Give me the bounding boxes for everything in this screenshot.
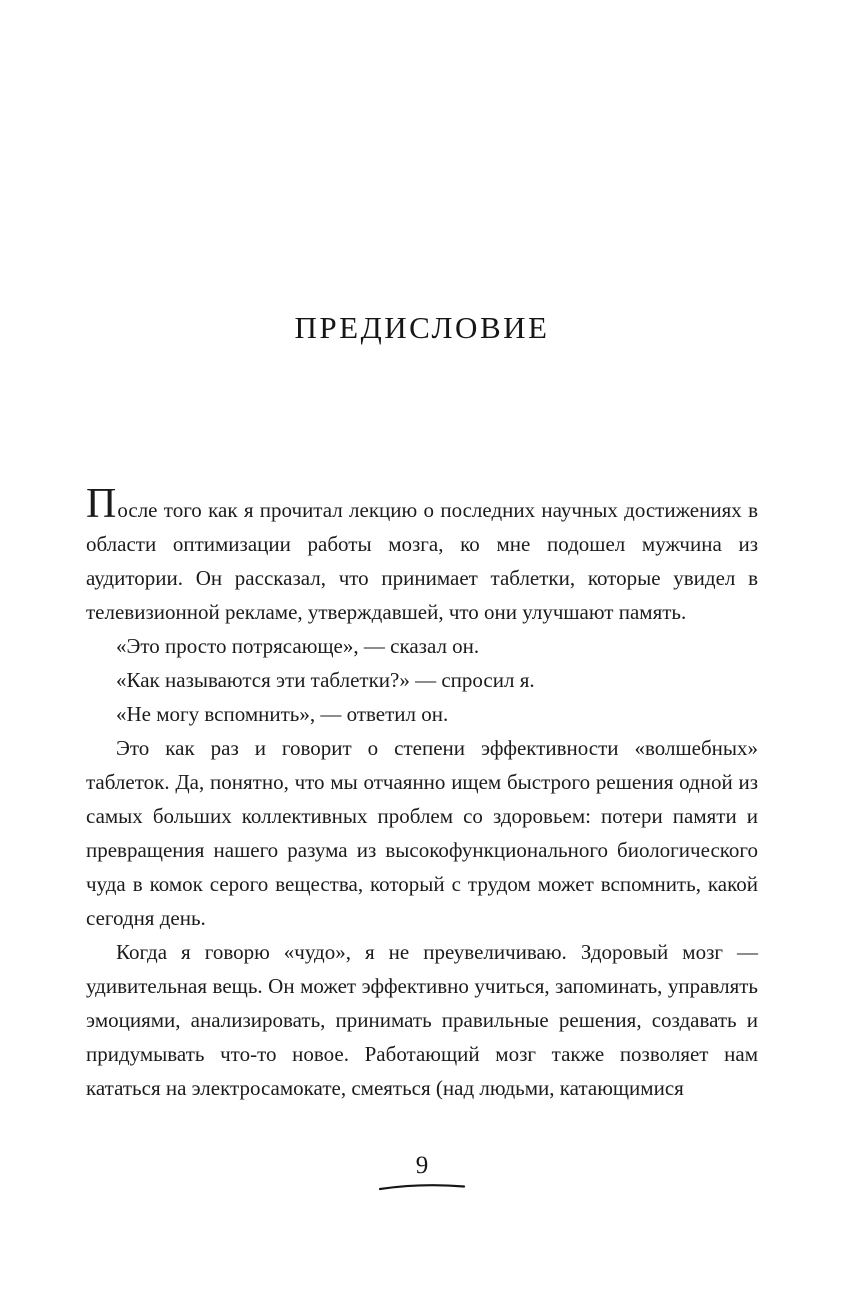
page-number-underline: [378, 1182, 466, 1192]
dialogue-line: «Как называются эти таблетки?» — спросил я.: [116, 667, 535, 692]
body-text-block: [86, 480, 758, 1105]
page-footer: [0, 1152, 844, 1192]
paragraph-opening-text: осле того как я прочитал лекцию о последних научных достижениях в области оптимизации работы мозга, ко мне подошел мужчина из аудитории. Он рассказал, что принимает таблетки, которые увидел в телевизионной рекламе, утверждавшей, что они улучшают память.: [86, 497, 758, 624]
paragraph: Это как раз и говорит о степени эффективности «волшебных» таблеток. Да, понятно, что мы отчаянно ищем быстрого решения одной из самых больших коллективных проблем со здоровьем: потери памяти и превращения нашего разума из высокофункционального биологического чуда в комок серого вещества, который с трудом может вспомнить, какой сегодня день.: [86, 735, 758, 930]
dialogue-line: «Это просто потрясающе», — сказал он.: [116, 633, 480, 658]
page-number: 9: [415, 1152, 429, 1179]
paragraph-opening: [86, 480, 758, 629]
paragraph: Когда я говорю «чудо», я не преувеличиваю. Здоровый мозг — удивительная вещь. Он может эффективно учиться, запоминать, управлять эмоциями, анализировать, принимать правильные решения, создавать и придумывать что-то новое. Работающий мозг также позволяет нам кататься на электросамокате, смеяться (над людьми, катающимися: [86, 939, 758, 1100]
dialogue-line: «Не могу вспомнить», — ответил он.: [116, 701, 449, 726]
chapter-heading: ПРЕДИСЛОВИЕ: [294, 309, 550, 345]
raised-initial-letter: П: [86, 480, 118, 527]
